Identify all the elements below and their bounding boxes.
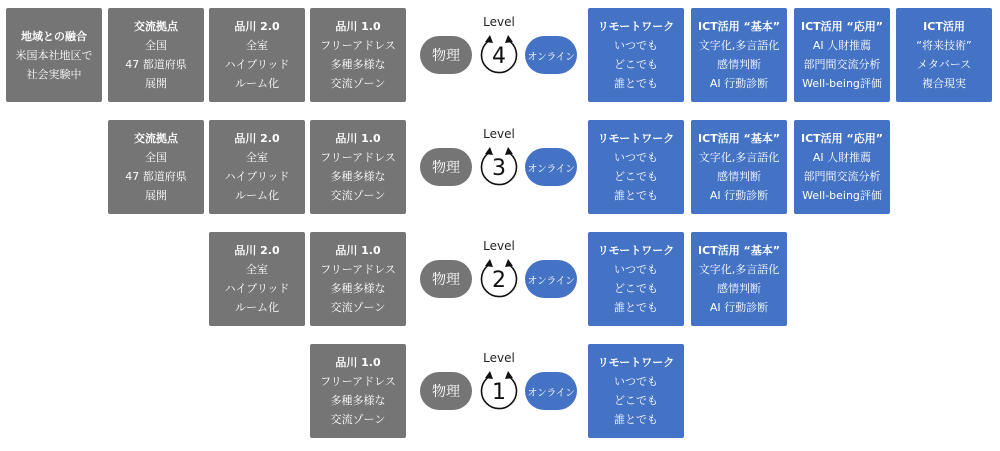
level-number: 1 [492,380,506,405]
physical-box-title: 品川 1.0 [335,20,381,33]
physical-box-title: 品川 1.0 [335,356,381,369]
physical-box-line: フリーアドレス [320,151,396,164]
online-box [794,8,890,102]
physical-box-line: 多種多様な [330,394,386,407]
online-box [691,120,787,214]
online-box-line: 部門間交流分析 [803,170,881,183]
online-box-line: 文字化,多言語化 [698,263,780,276]
physical-box-title: 品川 2.0 [234,132,280,145]
physical-box-line: 交流ゾーン [330,413,386,426]
online-box [794,120,890,214]
physical-box-line: 多種多様な [330,282,386,295]
physical-pill: 物理 [420,36,472,74]
physical-box-title: 品川 1.0 [335,132,381,145]
online-box-line: どこでも [614,58,658,71]
physical-box [310,120,406,214]
physical-box-line: 全国 [145,39,167,52]
online-box-line: 感情判断 [717,282,761,295]
level-cycle-icon [477,369,521,413]
online-box-line: いつでも [614,151,658,164]
online-box-line: AI 行動診断 [709,189,769,202]
physical-box [310,8,406,102]
online-box-title: リモートワーク [597,356,675,369]
online-box-line: どこでも [614,394,658,407]
online-box-title: ICT活用 “基本” [698,244,780,257]
online-box-line: AI 行動診断 [709,77,769,90]
online-pill: オンライン [525,148,577,186]
online-box-line: “将来技術” [916,39,972,52]
online-box-title: ICT活用 “基本” [698,20,780,33]
physical-box [209,8,305,102]
online-box [588,232,684,326]
level-label: Level [483,239,515,253]
physical-box-line: 全室 [246,263,268,276]
online-box-line: いつでも [614,263,658,276]
online-pill: オンライン [525,372,577,410]
online-box-line: AI 行動診断 [709,301,769,314]
online-box-line: いつでも [614,375,658,388]
physical-box-line: 展開 [145,77,167,90]
online-pill: オンライン [525,36,577,74]
online-box-line: 複合現実 [922,77,966,90]
online-box [588,120,684,214]
online-box [588,344,684,438]
online-box-title: リモートワーク [597,20,675,33]
physical-box-line: 47 都道府県 [125,58,187,71]
physical-box-title: 品川 1.0 [335,244,381,257]
physical-box-line: 社会実験中 [26,67,82,81]
physical-box-line: 多種多様な [330,170,386,183]
online-pill: オンライン [525,260,577,298]
physical-box [6,8,102,102]
online-box-line: 文字化,多言語化 [698,151,780,164]
physical-box [310,232,406,326]
physical-box-line: 全国 [145,151,167,164]
physical-box-title: 交流拠点 [134,132,178,145]
physical-box-line: 米国本社地区で [15,48,93,62]
physical-box-line: ルーム化 [235,77,279,90]
physical-box-line: ハイブリッド [224,170,290,183]
online-box-line: メタバース [916,58,972,71]
online-box-title: ICT活用 “応用” [801,20,883,33]
online-box-line: Well-being評価 [802,77,882,90]
physical-box [310,344,406,438]
level-label: Level [483,127,515,141]
level-label: Level [483,15,515,29]
level-number: 3 [492,156,506,181]
physical-box-line: 展開 [145,189,167,202]
physical-box [108,8,204,102]
physical-box-line: ハイブリッド [224,58,290,71]
physical-box-line: 交流ゾーン [330,77,386,90]
online-box-line: Well-being評価 [802,189,882,202]
level-cycle-icon [477,257,521,301]
physical-pill: 物理 [420,372,472,410]
online-box-title: ICT活用 [923,20,965,33]
physical-pill: 物理 [420,260,472,298]
online-box-line: 誰とでも [614,301,658,314]
level-number: 2 [492,268,506,293]
online-box-line: どこでも [614,282,658,295]
physical-box-line: ルーム化 [235,301,279,314]
physical-box-line: フリーアドレス [320,375,396,388]
online-box-title: リモートワーク [597,244,675,257]
online-box [691,8,787,102]
physical-box-line: 交流ゾーン [330,301,386,314]
physical-box-line: 交流ゾーン [330,189,386,202]
physical-box [209,120,305,214]
physical-box-title: 品川 2.0 [234,20,280,33]
online-box-line: 感情判断 [717,58,761,71]
online-box [588,8,684,102]
online-box [896,8,992,102]
online-box-line: AI 人財推薦 [812,151,872,164]
online-box-title: リモートワーク [597,132,675,145]
physical-pill: 物理 [420,148,472,186]
physical-box-title: 地域との融合 [21,29,87,43]
physical-box-line: フリーアドレス [320,263,396,276]
online-box-line: 部門間交流分析 [803,58,881,71]
physical-box-line: 全室 [246,151,268,164]
online-box-line: AI 人財推薦 [812,39,872,52]
physical-box-line: ルーム化 [235,189,279,202]
online-box-title: ICT活用 “応用” [801,132,883,145]
online-box-line: 誰とでも [614,77,658,90]
online-box-line: 文字化,多言語化 [698,39,780,52]
physical-box-line: 多種多様な [330,58,386,71]
online-box-line: いつでも [614,39,658,52]
online-box-line: 誰とでも [614,413,658,426]
physical-box-line: ハイブリッド [224,282,290,295]
level-cycle-icon [477,145,521,189]
physical-box-line: 全室 [246,39,268,52]
physical-box-line: 47 都道府県 [125,170,187,183]
level-number: 4 [492,44,506,69]
physical-box [209,232,305,326]
online-box-line: どこでも [614,170,658,183]
online-box [691,232,787,326]
online-box-line: 感情判断 [717,170,761,183]
online-box-title: ICT活用 “基本” [698,132,780,145]
online-box-line: 誰とでも [614,189,658,202]
level-label: Level [483,351,515,365]
level-cycle-icon [477,33,521,77]
physical-box [108,120,204,214]
physical-box-title: 品川 2.0 [234,244,280,257]
physical-box-line: フリーアドレス [320,39,396,52]
physical-box-title: 交流拠点 [134,20,178,33]
